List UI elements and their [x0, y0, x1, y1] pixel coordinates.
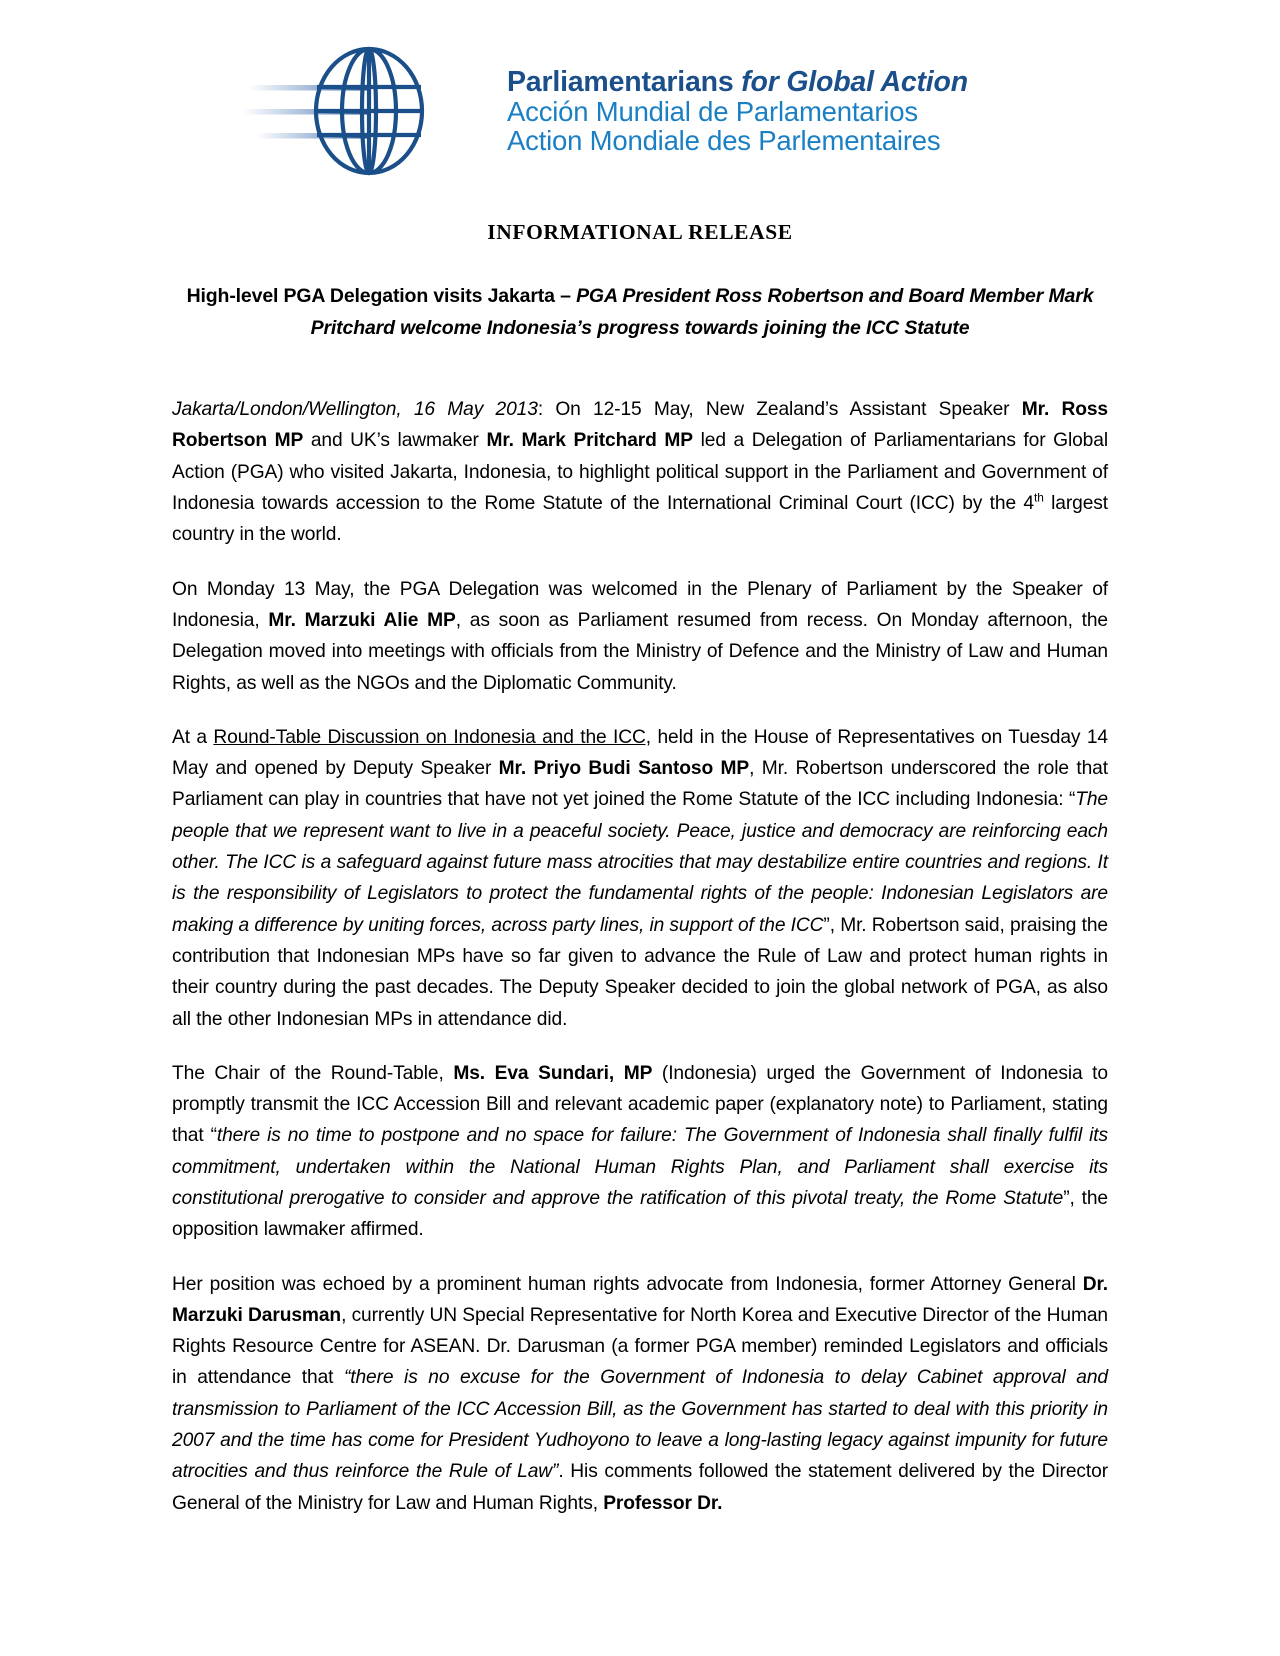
p4-text-2: (Indonesia) urged the Government of Indonesia to promptly transmit the ICC Accession Bill and relevant academic paper (explanatory note) to Parliament, stating that “ — [172, 1062, 1108, 1147]
p3-text-3: , Mr. Robertson underscored the role that Parliament can play in countries that have not yet joined the Rome Statute of the ICC including Indonesia: “ — [172, 758, 1108, 811]
logo-wordmark — [507, 67, 968, 155]
p5-bold-2: Professor Dr. — [603, 1492, 723, 1514]
p3-text-1: At a — [172, 726, 214, 748]
paragraph-5 — [172, 1269, 1108, 1519]
dateline: Jakarta/London/Wellington, 16 May 2013 — [172, 399, 538, 421]
p1-bold-2: Mr. Mark Pritchard MP — [486, 430, 693, 452]
paragraph-4 — [172, 1058, 1108, 1246]
p3-text-2: held in the House of Representatives on Tuesday 14 May and opened by Deputy Speaker — [172, 726, 1109, 780]
logo-line-english — [507, 67, 968, 97]
globe-icon — [243, 45, 493, 177]
p5-bold-1: Dr. Marzuki Darusman — [172, 1273, 1108, 1326]
paragraph-3 — [172, 722, 1108, 1035]
p3-quote: The people that we represent want to live in a peaceful society. Peace, justice and democracy are reinforcing each other. The ICC is a safeguard against future mass atrocities that may destabilize entire countries and regions. It is the responsibility of Legislators to protect the fundamental rights of the people: Indonesian Legislators are making a difference by uniting forces, across party lines, in support of the ICC — [172, 789, 1108, 936]
p4-quote: there is no time to postpone and no space for failure: The Government of Indonesia shall finally fulfil its commitment, undertaken within the National Human Rights Plan, and Parliament shall exercise its constitutional prerogative to consider and approve the ratification of this pivotal treaty, the Rome Statute — [172, 1125, 1108, 1209]
p2-text-1: On Monday 13 May, the PGA Delegation was welcomed in the Plenary of Parliament by the Speaker of Indonesia, — [172, 578, 1108, 631]
document-header — [0, 0, 1280, 160]
p4-bold-1: Ms. Eva Sundari, MP — [453, 1062, 653, 1084]
p5-text-3: . His comments followed the statement delivered by the Director General of the Ministry for Law and Human Rights, — [172, 1461, 1108, 1514]
p3-underlined-phrase: Round-Table Discussion on Indonesia and the ICC, — [213, 726, 652, 748]
p2-text-2: , as soon as Parliament resumed from recess. On Monday afternoon, the Delegation moved into meetings with officials from the Ministry of Defence and the Ministry of Law and Human Rights, as well as the NGOs and the Diplomatic Community. — [172, 609, 1108, 694]
p5-quote: “there is no excuse for the Government of Indonesia to delay Cabinet approval and transmission to Parliament of the ICC Accession Bill, as the Government has started to deal with this priority in 2007 and the time has come for President Yudhoyono to leave a long-lasting legacy against impunity for future atrocities and thus reinforce the Rule of Law” — [172, 1367, 1108, 1483]
logo-line1-plain: Parliamentarians — [507, 65, 742, 98]
p3-text-4: ”, Mr. Robertson said, praising the contribution that Indonesian MPs have so far given to advance the Rule of Law and protect human rights in their country during the past decades. The Deputy Speaker decided to join the global network of PGA, as also all the other Indonesian MPs in attendance did. — [172, 914, 1108, 1030]
p3-bold-1: Mr. Priyo Budi Santoso MP — [498, 758, 750, 780]
p1-text-2: and UK’s lawmaker — [303, 430, 487, 452]
release-label: INFORMATIONAL RELEASE — [487, 220, 793, 244]
document-body — [172, 344, 1108, 1519]
page-title — [178, 281, 1102, 344]
logo-line-spanish: Acción Mundial de Parlamentarios — [507, 95, 918, 127]
p5-text-1: Her position was echoed by a prominent human rights advocate from Indonesia, former Attorney General — [172, 1273, 1083, 1295]
p5-text-2: , currently UN Special Representative for North Korea and Executive Director of the Human Rights Resource Centre for ASEAN. Dr. Darusman (a former PGA member) reminded Legislators and officials in attendance that — [172, 1304, 1108, 1389]
p1-text-4: largest country in the world. — [172, 493, 1109, 546]
p4-text-1: The Chair of the Round-Table, — [172, 1062, 454, 1084]
p1-superscript: th — [1034, 490, 1044, 505]
p1-text-1: : On 12-15 May, New Zealand’s Assistant Speaker — [537, 399, 1022, 421]
p1-bold-1: Mr. Ross Robertson MP — [172, 399, 1108, 452]
p2-bold-1: Mr. Marzuki Alie MP — [268, 609, 456, 631]
headline-italic: PGA President Ross Robertson and Board Member Mark Pritchard welcome Indonesia’s progress towards joining the ICC Statute — [310, 285, 1094, 339]
logo-line1-italic: for Global Action — [741, 65, 968, 98]
paragraph-2 — [172, 574, 1108, 699]
p4-text-3: ”, the opposition lawmaker affirmed. — [172, 1187, 1109, 1241]
headline-plain: High-level PGA Delegation visits Jakarta – — [186, 285, 577, 307]
logo-line-french: Action Mondiale des Parlementaires — [507, 125, 941, 157]
paragraph-1 — [172, 394, 1108, 550]
p1-text-3: led a Delegation of Parliamentarians for Global Action (PGA) who visited Jakarta, Indonesia, to highlight political support in the Parliament and Government of Indonesia towards accession to the Rome Statute of the International Criminal Court (ICC) by the 4 — [172, 430, 1108, 515]
